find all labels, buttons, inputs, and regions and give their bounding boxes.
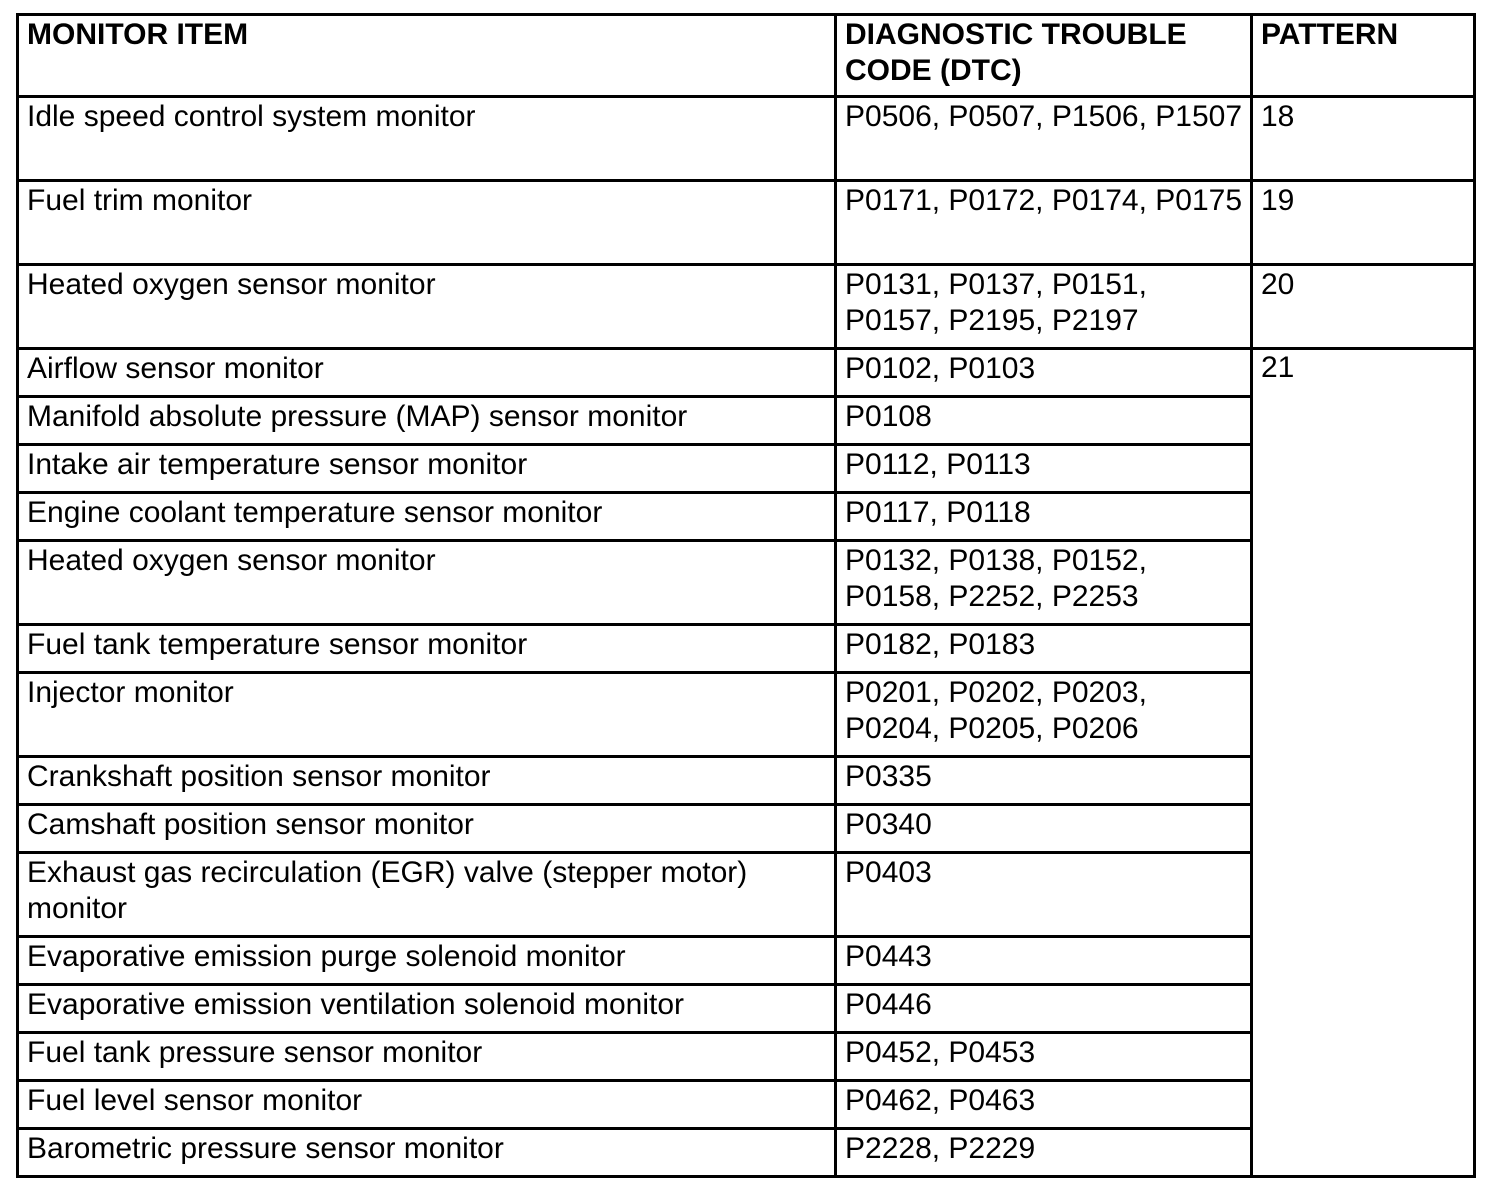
monitor-item-cell: Fuel tank temperature sensor monitor: [18, 625, 836, 673]
monitor-item-cell: Crankshaft position sensor monitor: [18, 757, 836, 805]
dtc-cell: P0108: [836, 397, 1252, 445]
dtc-cell: P0171, P0172, P0174, P0175: [836, 181, 1252, 265]
monitor-item-cell: Exhaust gas recirculation (EGR) valve (stepper motor) monitor: [18, 853, 836, 937]
table-row: [18, 181, 1475, 265]
dtc-cell: P0340: [836, 805, 1252, 853]
table-row: [18, 265, 1475, 349]
monitor-item-cell: Fuel trim monitor: [18, 181, 836, 265]
monitor-item-cell: Idle speed control system monitor: [18, 97, 836, 181]
dtc-cell: P0201, P0202, P0203, P0204, P0205, P0206: [836, 673, 1252, 757]
pattern-cell: 20: [1252, 265, 1475, 349]
header-dtc: DIAGNOSTIC TROUBLE CODE (DTC): [836, 15, 1252, 97]
monitor-item-cell: Fuel level sensor monitor: [18, 1081, 836, 1129]
dtc-cell: P0132, P0138, P0152, P0158, P2252, P2253: [836, 541, 1252, 625]
monitor-item-cell: Heated oxygen sensor monitor: [18, 265, 836, 349]
monitor-item-cell: Evaporative emission purge solenoid monitor: [18, 937, 836, 985]
dtc-cell: P0506, P0507, P1506, P1507: [836, 97, 1252, 181]
pattern-cell: 21: [1252, 349, 1475, 1177]
dtc-cell: P0182, P0183: [836, 625, 1252, 673]
header-monitor-item: MONITOR ITEM: [18, 15, 836, 97]
dtc-table: [16, 13, 1476, 1178]
monitor-item-cell: Airflow sensor monitor: [18, 349, 836, 397]
dtc-cell: P0443: [836, 937, 1252, 985]
monitor-item-cell: Intake air temperature sensor monitor: [18, 445, 836, 493]
dtc-cell: P0335: [836, 757, 1252, 805]
dtc-cell: P0446: [836, 985, 1252, 1033]
header-pattern: PATTERN: [1252, 15, 1475, 97]
dtc-cell: P0462, P0463: [836, 1081, 1252, 1129]
monitor-item-cell: Fuel tank pressure sensor monitor: [18, 1033, 836, 1081]
monitor-item-cell: Heated oxygen sensor monitor: [18, 541, 836, 625]
dtc-cell: P0112, P0113: [836, 445, 1252, 493]
monitor-item-cell: Engine coolant temperature sensor monitor: [18, 493, 836, 541]
table-row: [18, 349, 1475, 397]
monitor-item-cell: Camshaft position sensor monitor: [18, 805, 836, 853]
dtc-cell: P0117, P0118: [836, 493, 1252, 541]
pattern-cell: 19: [1252, 181, 1475, 265]
monitor-item-cell: Manifold absolute pressure (MAP) sensor monitor: [18, 397, 836, 445]
dtc-cell: P2228, P2229: [836, 1129, 1252, 1177]
table-row: [18, 97, 1475, 181]
dtc-cell: P0102, P0103: [836, 349, 1252, 397]
dtc-cell: P0403: [836, 853, 1252, 937]
monitor-item-cell: Barometric pressure sensor monitor: [18, 1129, 836, 1177]
table-header-row: [18, 15, 1475, 97]
monitor-item-cell: Injector monitor: [18, 673, 836, 757]
dtc-cell: P0452, P0453: [836, 1033, 1252, 1081]
pattern-cell: 18: [1252, 97, 1475, 181]
monitor-item-cell: Evaporative emission ventilation solenoid monitor: [18, 985, 836, 1033]
dtc-cell: P0131, P0137, P0151, P0157, P2195, P2197: [836, 265, 1252, 349]
